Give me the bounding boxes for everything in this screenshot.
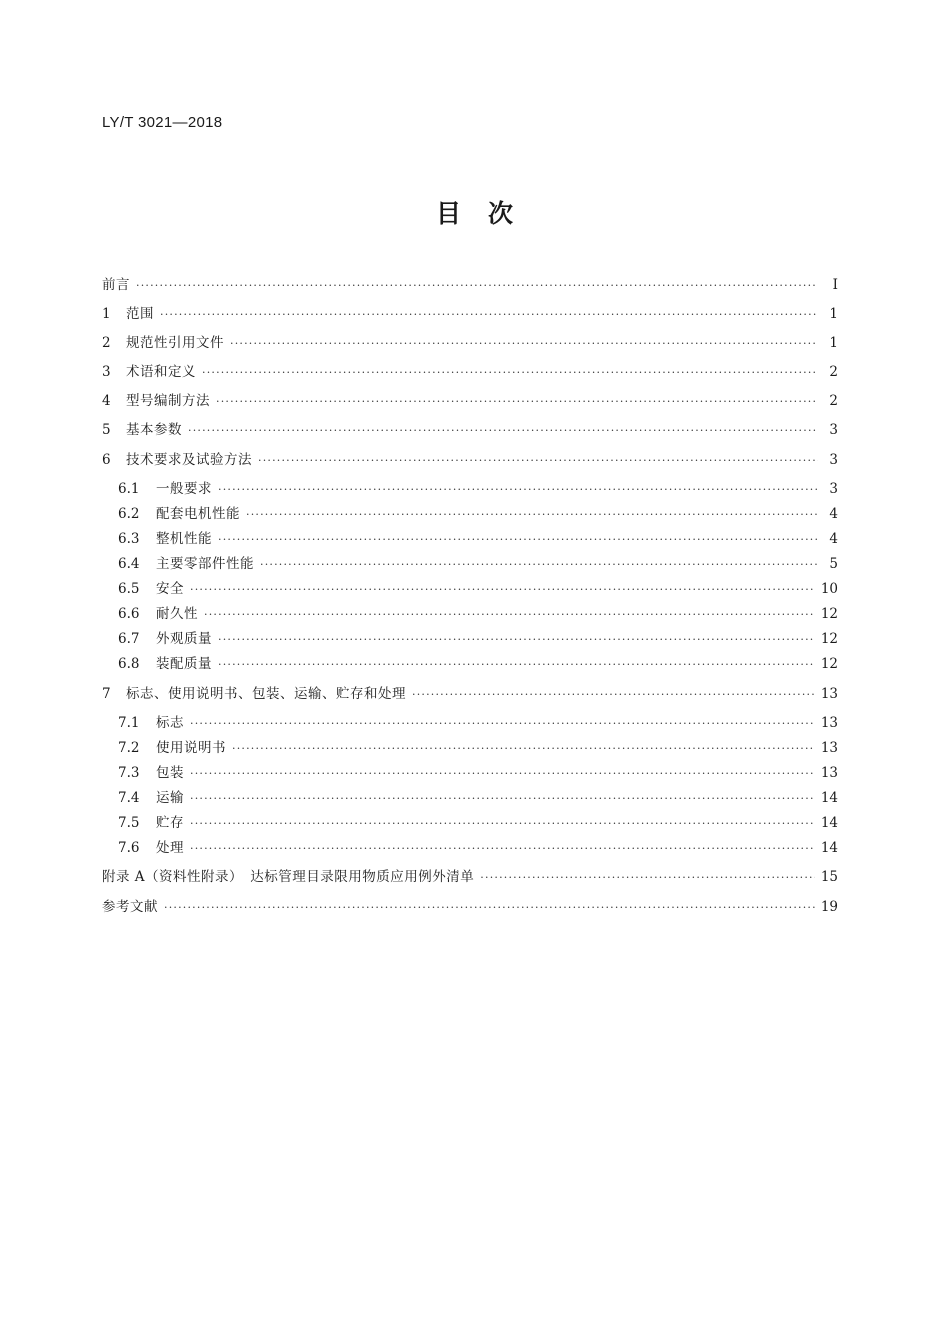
toc-entry-1[interactable] bbox=[102, 304, 838, 324]
toc-leader-dots bbox=[202, 363, 818, 383]
toc-entry-number: 7.1 bbox=[118, 715, 140, 731]
toc-entry-text: 标志、使用说明书、包装、运输、贮存和处理 bbox=[126, 686, 406, 702]
toc-entry-page: 12 bbox=[820, 656, 838, 672]
toc-entry-number: 4 bbox=[102, 393, 111, 409]
toc-entry-page: 14 bbox=[820, 815, 838, 831]
toc-entry-number: 6.3 bbox=[118, 531, 140, 547]
toc-leader-dots bbox=[218, 480, 818, 500]
toc-entry-text: 附录 A（资料性附录） 达标管理目录限用物质应用例外清单 bbox=[102, 869, 475, 885]
toc-entry-text: 标志 bbox=[156, 715, 184, 731]
toc-entry-6-2[interactable] bbox=[118, 504, 838, 524]
toc-entry-number: 2 bbox=[102, 335, 111, 351]
toc-entry-page: 19 bbox=[820, 899, 838, 915]
toc-entry-7-1[interactable] bbox=[118, 713, 838, 733]
toc-leader-dots bbox=[136, 276, 818, 296]
toc-entry-page: 12 bbox=[820, 631, 838, 647]
toc-entry-page: 15 bbox=[820, 869, 838, 885]
toc-leader-dots bbox=[480, 868, 815, 888]
toc-entry-7-6[interactable] bbox=[118, 838, 838, 858]
toc-leader-dots bbox=[188, 421, 818, 441]
page-title: 目 次 bbox=[435, 199, 514, 228]
toc-entry-number: 6 bbox=[102, 452, 111, 468]
toc-entry-page: 5 bbox=[829, 556, 838, 572]
toc-leader-dots bbox=[190, 714, 815, 734]
toc-leader-dots bbox=[258, 451, 818, 471]
toc-entry-6-3[interactable] bbox=[118, 529, 838, 549]
toc-entry-3[interactable] bbox=[102, 362, 838, 382]
toc-entry-7-4[interactable] bbox=[118, 788, 838, 808]
toc-entry-number: 3 bbox=[102, 364, 111, 380]
toc-entry-page: 3 bbox=[829, 452, 838, 468]
toc-leader-dots bbox=[218, 630, 815, 650]
toc-entry-6-6[interactable] bbox=[118, 604, 838, 624]
toc-leader-dots bbox=[230, 334, 818, 354]
toc-leader-dots bbox=[164, 898, 815, 918]
toc-entry-text: 装配质量 bbox=[156, 656, 212, 672]
toc-entry-text: 安全 bbox=[156, 581, 184, 597]
toc-entry-page: 2 bbox=[829, 393, 838, 409]
toc-entry-text: 型号编制方法 bbox=[126, 393, 210, 409]
toc-entry-7[interactable] bbox=[102, 684, 838, 704]
toc-leader-dots bbox=[412, 685, 815, 705]
toc-entry-text: 规范性引用文件 bbox=[126, 335, 224, 351]
toc-entry-6-4[interactable] bbox=[118, 554, 838, 574]
toc-entry-2[interactable] bbox=[102, 333, 838, 353]
toc-entry-number: 7.3 bbox=[118, 765, 140, 781]
toc-entry-7-5[interactable] bbox=[118, 813, 838, 833]
toc-entry-7-2[interactable] bbox=[118, 738, 838, 758]
toc-entry-number: 7.6 bbox=[118, 840, 140, 856]
toc-leader-dots bbox=[160, 305, 818, 325]
toc-entry-page: 1 bbox=[829, 335, 838, 351]
toc-entry-text: 整机性能 bbox=[156, 531, 212, 547]
toc-entry-number: 6.6 bbox=[118, 606, 140, 622]
toc-entry-6-1[interactable] bbox=[118, 479, 838, 499]
toc-leader-dots bbox=[260, 555, 818, 575]
toc-leader-dots bbox=[190, 814, 815, 834]
toc-entry-page: 14 bbox=[820, 840, 838, 856]
toc-entry-text: 包装 bbox=[156, 765, 184, 781]
toc-entry-text: 基本参数 bbox=[126, 422, 182, 438]
toc-entry-text: 处理 bbox=[156, 840, 184, 856]
toc-entry-text: 贮存 bbox=[156, 815, 184, 831]
toc-entry-number: 7.2 bbox=[118, 740, 140, 756]
toc-entry-text: 参考文献 bbox=[102, 899, 158, 915]
toc-entry-4[interactable] bbox=[102, 391, 838, 411]
toc-entry-page: 4 bbox=[829, 531, 838, 547]
toc-entry-text: 术语和定义 bbox=[126, 364, 196, 380]
toc-entry-references[interactable] bbox=[102, 897, 838, 917]
toc-entry-text: 主要零部件性能 bbox=[156, 556, 254, 572]
toc-entry-number: 6.8 bbox=[118, 656, 140, 672]
toc-leader-dots bbox=[190, 764, 815, 784]
toc-leader-dots bbox=[204, 605, 815, 625]
toc-entry-page: 13 bbox=[820, 715, 838, 731]
toc-entry-6-8[interactable] bbox=[118, 654, 838, 674]
toc-leader-dots bbox=[218, 530, 818, 550]
toc-leader-dots bbox=[216, 392, 818, 412]
toc-entry-page: 3 bbox=[829, 481, 838, 497]
toc-entry-number: 7 bbox=[102, 686, 111, 702]
toc-entry-5[interactable] bbox=[102, 420, 838, 440]
toc-leader-dots bbox=[190, 580, 815, 600]
toc-entry-page: Ⅰ bbox=[832, 277, 838, 293]
toc-entry-6-7[interactable] bbox=[118, 629, 838, 649]
document-code: LY/T 3021—2018 bbox=[102, 114, 223, 131]
toc-entry-page: 13 bbox=[820, 740, 838, 756]
toc-entry-text: 技术要求及试验方法 bbox=[126, 452, 252, 468]
toc-entry-page: 3 bbox=[829, 422, 838, 438]
toc-entry-text: 范围 bbox=[126, 306, 154, 322]
toc-entry-text: 配套电机性能 bbox=[156, 506, 240, 522]
toc-entry-text: 一般要求 bbox=[156, 481, 212, 497]
toc-entry-text: 耐久性 bbox=[156, 606, 198, 622]
toc-leader-dots bbox=[190, 789, 815, 809]
toc-entry-page: 13 bbox=[820, 686, 838, 702]
toc-leader-dots bbox=[218, 655, 815, 675]
toc-entry-page: 12 bbox=[820, 606, 838, 622]
toc-leader-dots bbox=[246, 505, 818, 525]
toc-entry-text: 外观质量 bbox=[156, 631, 212, 647]
toc-leader-dots bbox=[190, 839, 815, 859]
toc-entry-page: 13 bbox=[820, 765, 838, 781]
toc-entry-number: 5 bbox=[102, 422, 111, 438]
toc-entry-number: 1 bbox=[102, 306, 111, 322]
toc-entry-number: 7.5 bbox=[118, 815, 140, 831]
toc-entry-number: 6.5 bbox=[118, 581, 140, 597]
toc-entry-page: 10 bbox=[820, 581, 838, 597]
toc-entry-number: 6.2 bbox=[118, 506, 140, 522]
toc-entry-page: 4 bbox=[829, 506, 838, 522]
toc-entry-number: 7.4 bbox=[118, 790, 140, 806]
toc-entry-page: 14 bbox=[820, 790, 838, 806]
toc-entry-text: 前言 bbox=[102, 277, 130, 293]
toc-entry-appendix-a[interactable] bbox=[102, 867, 838, 887]
toc-entry-7-3[interactable] bbox=[118, 763, 838, 783]
toc-entry-6[interactable] bbox=[102, 450, 838, 470]
toc-entry-number: 6.7 bbox=[118, 631, 140, 647]
toc-entry-page: 1 bbox=[829, 306, 838, 322]
toc-entry-number: 6.1 bbox=[118, 481, 140, 497]
toc-leader-dots bbox=[232, 739, 815, 759]
toc-entry-foreword[interactable] bbox=[102, 275, 838, 295]
toc-entry-text: 使用说明书 bbox=[156, 740, 226, 756]
toc-entry-text: 运输 bbox=[156, 790, 184, 806]
toc-entry-number: 6.4 bbox=[118, 556, 140, 572]
toc-entry-6-5[interactable] bbox=[118, 579, 838, 599]
toc-entry-page: 2 bbox=[829, 364, 838, 380]
